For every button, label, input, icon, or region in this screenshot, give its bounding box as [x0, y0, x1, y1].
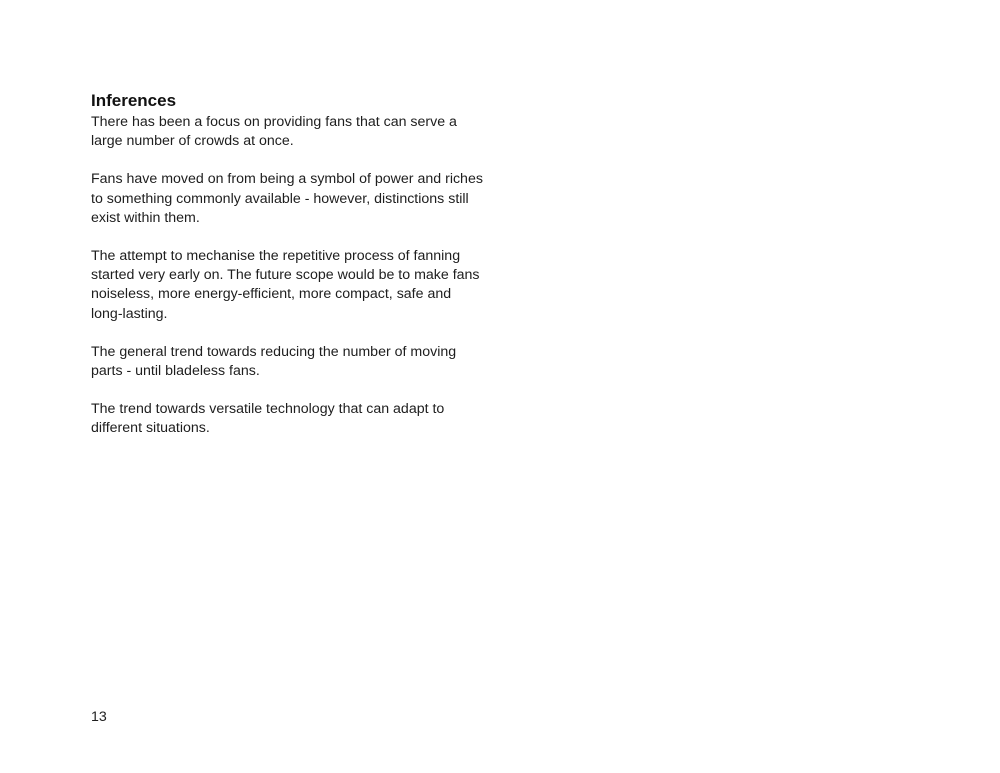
section-heading: Inferences	[91, 91, 177, 110]
paragraph: The trend towards versatile technology that can adapt to different situations.	[91, 401, 445, 437]
inferences-section	[91, 90, 483, 458]
page-number: 13	[91, 709, 107, 725]
paragraph: Fans have moved on from being a symbol of power and riches to something commonly available - however, distinctions still exist within them.	[91, 171, 483, 226]
paragraph: The attempt to mechanise the repetitive process of fanning started very early on. The future scope would be to make fans noiseless, more energy-efficient, more compact, safe and long-lasting.	[91, 248, 480, 322]
paragraph: There has been a focus on providing fans that can serve a large number of crowds at once.	[91, 114, 457, 150]
paragraph: The general trend towards reducing the number of moving parts - until bladeless fans.	[91, 343, 457, 380]
